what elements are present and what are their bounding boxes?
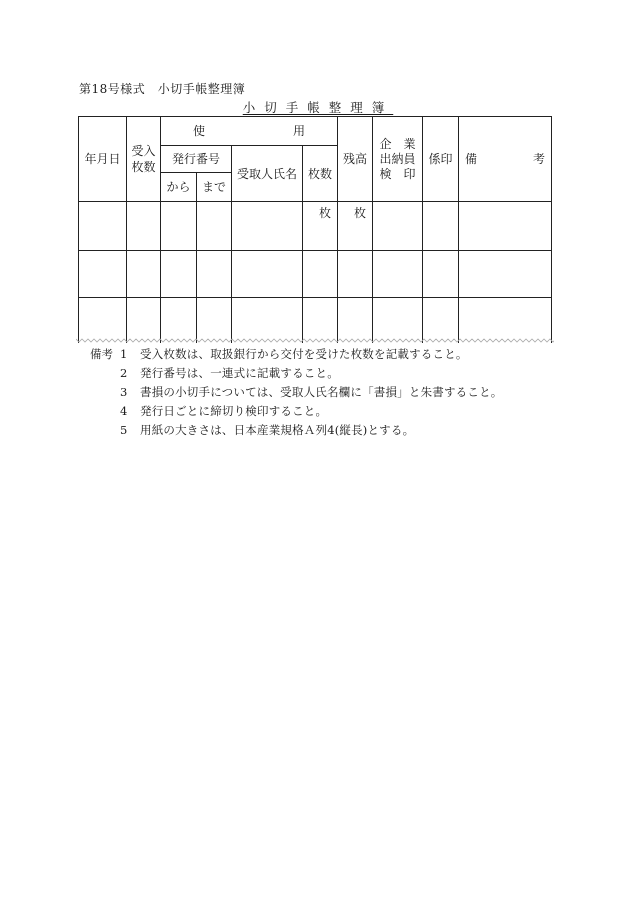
notes-section [90,345,502,440]
header-recipient: 受取人氏名 [232,146,303,202]
header-balance: 残高 [338,117,373,202]
note-number: 2 [120,366,128,380]
header-kigyo-line2: 出納員 [379,151,416,166]
ledger-table [78,116,552,343]
cell [459,202,552,251]
cell [459,251,552,298]
cell [79,202,127,251]
note-item-4 [90,402,502,421]
cell [338,251,373,298]
notes-lead: 備考 [90,347,113,361]
header-received-count [127,117,161,202]
header-use [161,117,338,146]
unit-count: 枚 [303,202,338,251]
cell [127,251,161,298]
note-text: 発行番号は、一連式に記載すること。 [140,366,339,380]
header-clerk-seal: 係印 [423,117,459,202]
header-to: まで [197,173,232,202]
header-issue-number: 発行番号 [161,146,232,173]
cell [373,202,423,251]
note-item-5 [90,421,502,440]
cell [127,202,161,251]
form-title: 小切手帳整理簿 [242,100,394,115]
table-row [79,251,552,298]
cell [79,251,127,298]
table-row [79,202,552,251]
note-text: 用紙の大きさは、日本産業規格Ａ列4(縦長)とする。 [140,423,415,437]
form-label: 第18号様式 小切手帳整理簿 [79,82,246,96]
header-remarks [459,117,552,202]
cell [423,202,459,251]
tear-line [76,336,554,344]
note-number: 1 [120,347,128,361]
cell [161,202,197,251]
note-number: 4 [120,404,128,418]
cell [197,251,232,298]
header-count: 枚数 [303,146,338,202]
cell [161,251,197,298]
cell [197,202,232,251]
note-text: 受入枚数は、取扱銀行から交付を受けた枚数を記載すること。 [140,347,468,361]
note-number: 5 [120,423,128,437]
header-kigyo-line1: 企 業 [379,136,416,151]
header-kigyo-inspection [373,117,423,202]
cell [232,251,303,298]
cell [232,202,303,251]
header-use-b: 用 [293,124,306,138]
header-kigyo-line3: 検 印 [379,166,416,181]
unit-balance: 枚 [338,202,373,251]
header-date: 年月日 [79,117,127,202]
header-remarks-b: 考 [533,152,546,166]
header-use-a: 使 [193,124,206,138]
note-item-2 [90,364,502,383]
cell [373,251,423,298]
note-text: 発行日ごとに締切り検印すること。 [140,404,328,418]
cell [303,251,338,298]
note-text: 書損の小切手については、受取人氏名欄に「書損」と朱書すること。 [140,385,503,399]
note-item-3 [90,383,502,402]
header-received-count-label: 受入枚数 [131,144,156,174]
header-remarks-a: 備 [465,152,478,166]
header-from: から [161,173,197,202]
note-item-1 [90,345,502,364]
note-number: 3 [120,385,128,399]
cell [423,251,459,298]
